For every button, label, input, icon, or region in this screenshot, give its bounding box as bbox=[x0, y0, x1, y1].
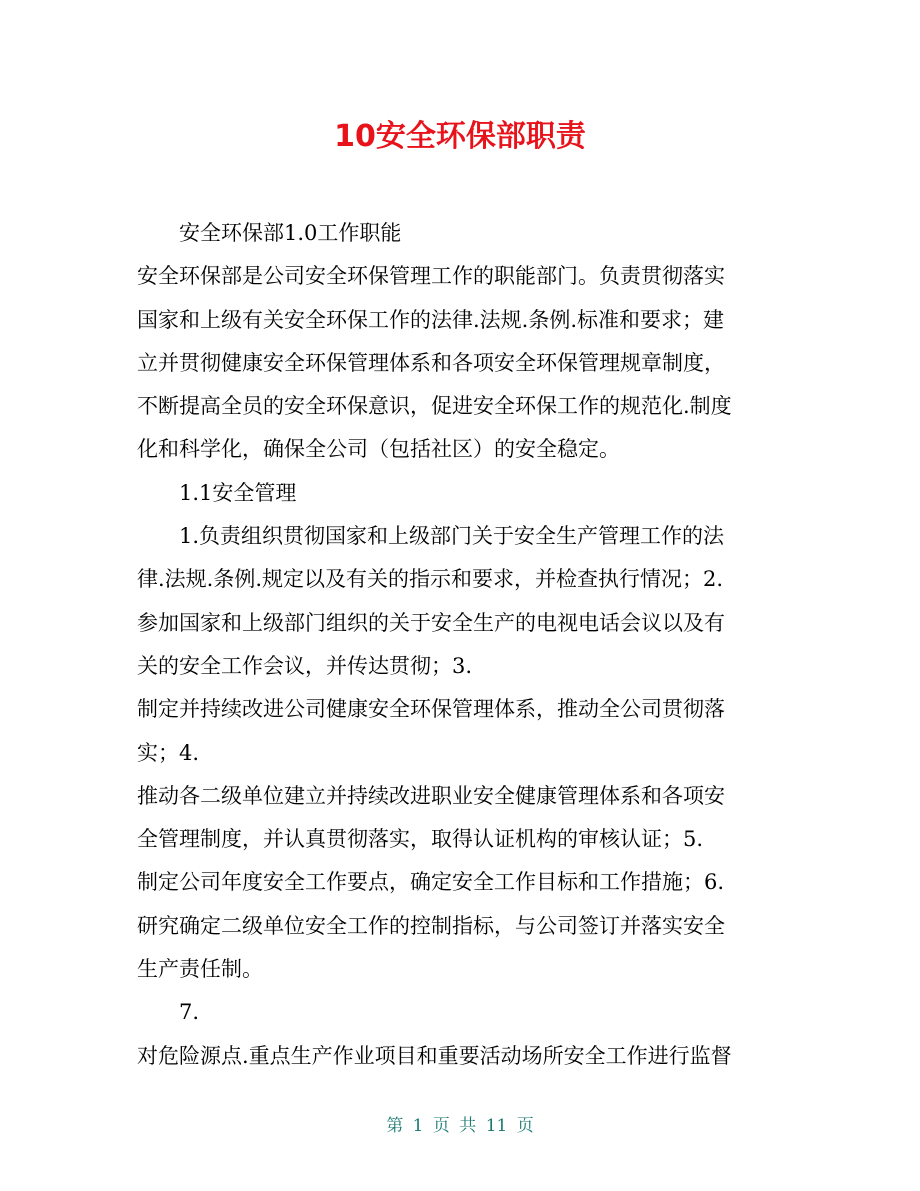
paragraph: 推动各二级单位建立并持续改进职业安全健康管理体系和各项安 全管理制度，并认真贯彻落实，取得认证机构的审核认证；5. bbox=[137, 783, 725, 852]
page-number-footer: 第 1 页 共 11 页 bbox=[386, 1116, 534, 1136]
paragraph: 安全环保部1.0工作职能 bbox=[179, 221, 402, 245]
paragraph: 安全环保部是公司安全环保管理工作的职能部门。负责贯彻落实 国家和上级有关安全环保工作的法律.法规.条例.标准和要求；建 立并贯彻健康安全环保管理体系和各项安全环保管理规章制度， 不断提高全员的安全环保意识，促进安全环保工作的规范化.制度 化和科学化，确保全公司（包括社区）的安全稳定。 bbox=[137, 264, 732, 462]
paragraph: 制定公司年度安全工作要点，确定安全工作目标和工作措施；6. 研究确定二级单位安全工作的控制指标，与公司签订并落实安全 生产责任制。 bbox=[137, 870, 725, 982]
document-body bbox=[137, 212, 787, 1078]
paragraph: 7. bbox=[179, 1000, 200, 1025]
paragraph: 制定并持续改进公司健康安全环保管理体系，推动全公司贯彻落 实；4. bbox=[137, 697, 725, 765]
paragraph: 1.1安全管理 bbox=[179, 480, 297, 505]
document-title: 10安全环保部职责 bbox=[334, 119, 586, 154]
paragraph: 1.负责组织贯彻国家和上级部门关于安全生产管理工作的法 律.法规.条例.规定以及有关的指示和要求，并检查执行情况；2. 参加国家和上级部门组织的关于安全生产的电视电话会议以及有 关的安全工作会议，并传达贯彻；3. bbox=[137, 524, 725, 678]
paragraph: 对危险源点.重点生产作业项目和重要活动场所安全工作进行监督 bbox=[137, 1043, 732, 1068]
